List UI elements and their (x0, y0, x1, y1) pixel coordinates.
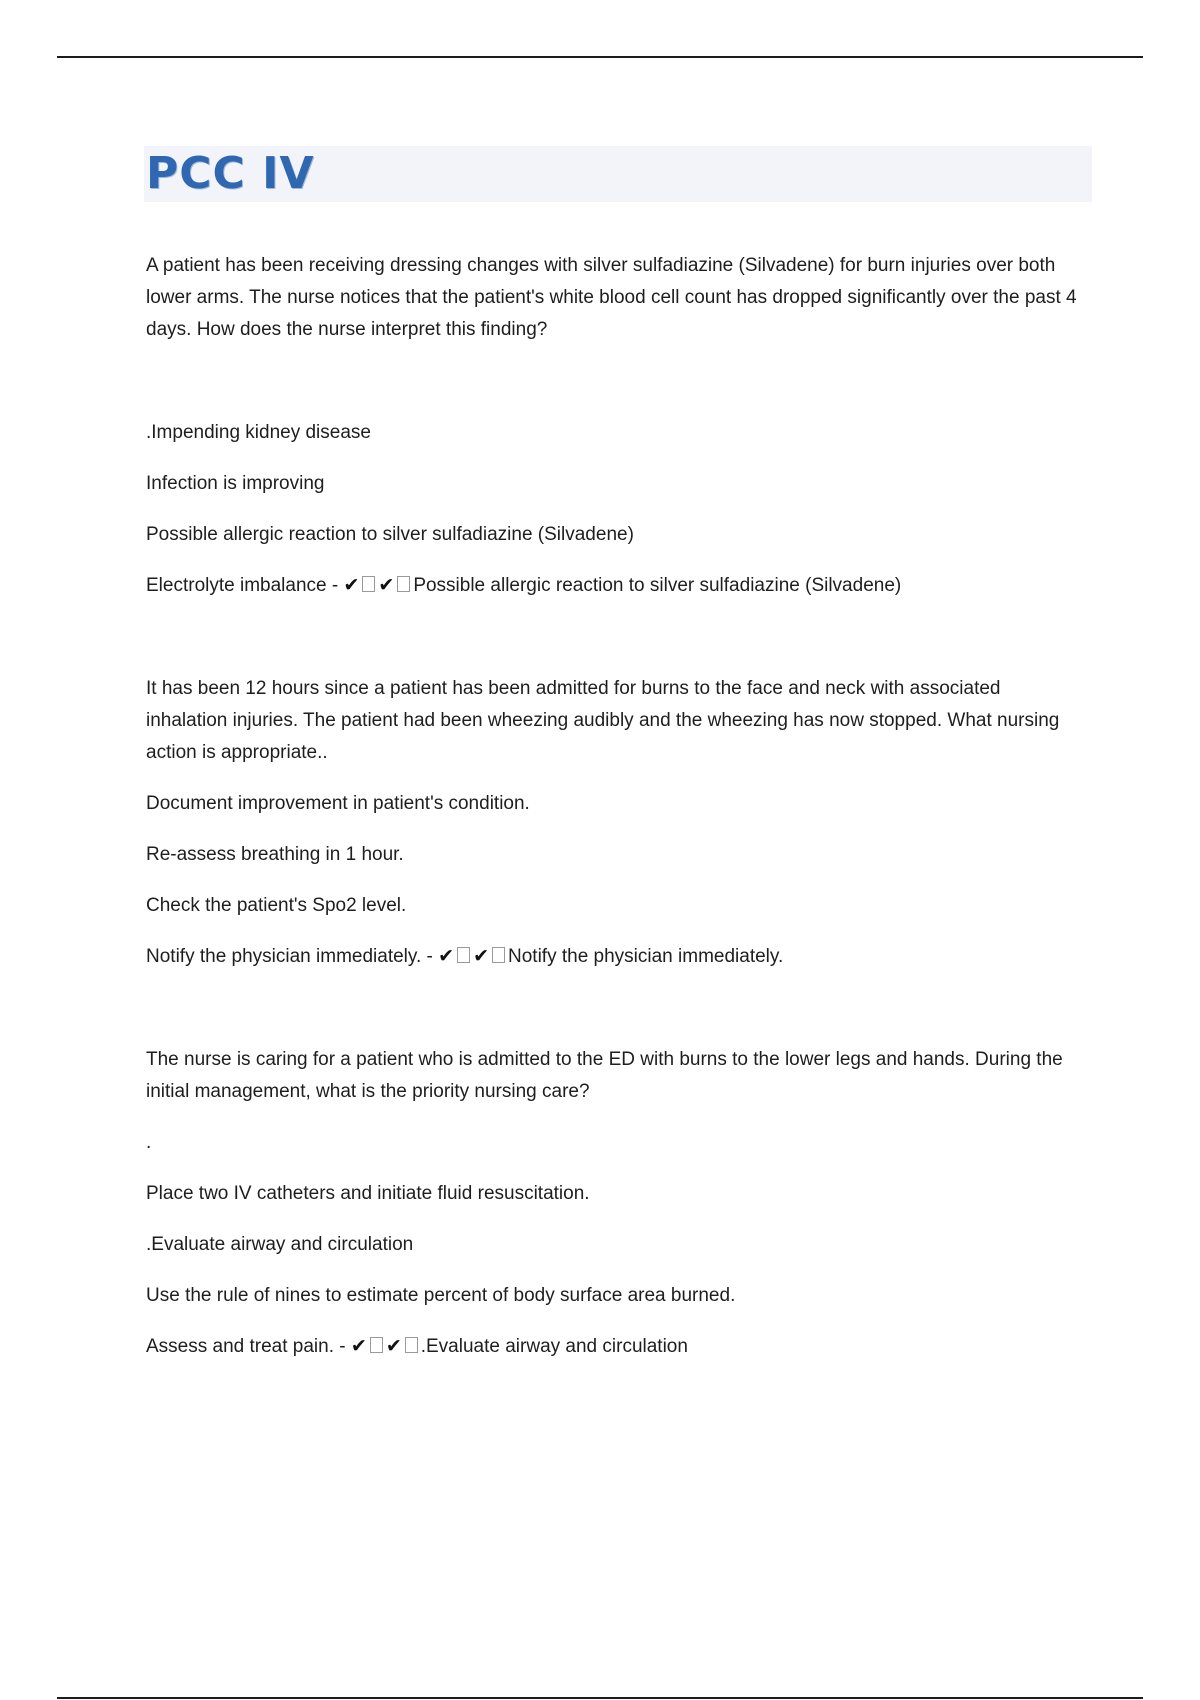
answer-option: Notify the physician immediately. - (146, 946, 439, 967)
answer-option: Possible allergic reaction to silver sulfadiazine (Silvadene) (146, 524, 634, 545)
check-mark-icon: ✔ (473, 946, 489, 967)
footer-rule (57, 1697, 1143, 1699)
answer-option: Re-assess breathing in 1 hour. (146, 844, 404, 865)
box-glyph-icon (362, 576, 375, 592)
answer-option: . (146, 1132, 152, 1153)
document-title: PCC IV (146, 148, 315, 199)
answer-option: Infection is improving (146, 473, 325, 494)
check-mark-icon: ✔ (385, 1336, 402, 1357)
box-glyph-icon (397, 576, 410, 592)
question-block-1 (146, 250, 1086, 602)
box-glyph-icon (405, 1337, 418, 1353)
question-block-3 (146, 1044, 1086, 1363)
question-block-2 (146, 673, 1086, 973)
answer-line (146, 941, 1086, 973)
question-text: It has been 12 hours since a patient has been admitted for burns to the face and neck with associated inhalation injuries. The patient had been wheezing audibly and the wheezing has now stopped. What nursing action is appropriate.. (146, 678, 1060, 763)
answer-option: .Evaluate airway and circulation (146, 1234, 414, 1255)
check-mark-icon: ✔ (350, 1336, 367, 1357)
answer-option: Use the rule of nines to estimate percent of body surface area burned. (146, 1285, 736, 1306)
check-mark-icon: ✔ (438, 946, 455, 967)
answer-option: Electrolyte imbalance - (146, 575, 344, 596)
answer-option: Assess and treat pain. - (146, 1336, 351, 1357)
answer-option: .Impending kidney disease (146, 422, 371, 443)
title-band (144, 146, 1092, 202)
correct-answer: .Evaluate airway and circulation (420, 1336, 688, 1357)
check-mark-icon: ✔ (343, 575, 360, 596)
box-glyph-icon (457, 947, 470, 963)
answer-option: Check the patient's Spo2 level. (146, 895, 407, 916)
header-rule (57, 56, 1143, 58)
correct-answer: Possible allergic reaction to silver sulfadiazine (Silvadene) (413, 575, 902, 596)
document-body (146, 250, 1086, 1363)
question-text: A patient has been receiving dressing changes with silver sulfadiazine (Silvadene) for burn injuries over both lower arms. The nurse notices that the patient's white blood cell count has dropped significantly over the past 4 days. How does the nurse interpret this finding? (146, 255, 1077, 340)
box-glyph-icon (492, 947, 505, 963)
question-text: The nurse is caring for a patient who is admitted to the ED with burns to the lower legs and hands. During the initial management, what is the priority nursing care? (146, 1049, 1063, 1102)
answer-option: Document improvement in patient's condition. (146, 793, 530, 814)
answer-line (146, 1331, 1086, 1363)
answer-line (146, 570, 1086, 602)
answer-option: Place two IV catheters and initiate fluid resuscitation. (146, 1183, 590, 1204)
box-glyph-icon (370, 1337, 383, 1353)
check-mark-icon: ✔ (378, 575, 395, 596)
correct-answer: Notify the physician immediately. (508, 946, 784, 967)
